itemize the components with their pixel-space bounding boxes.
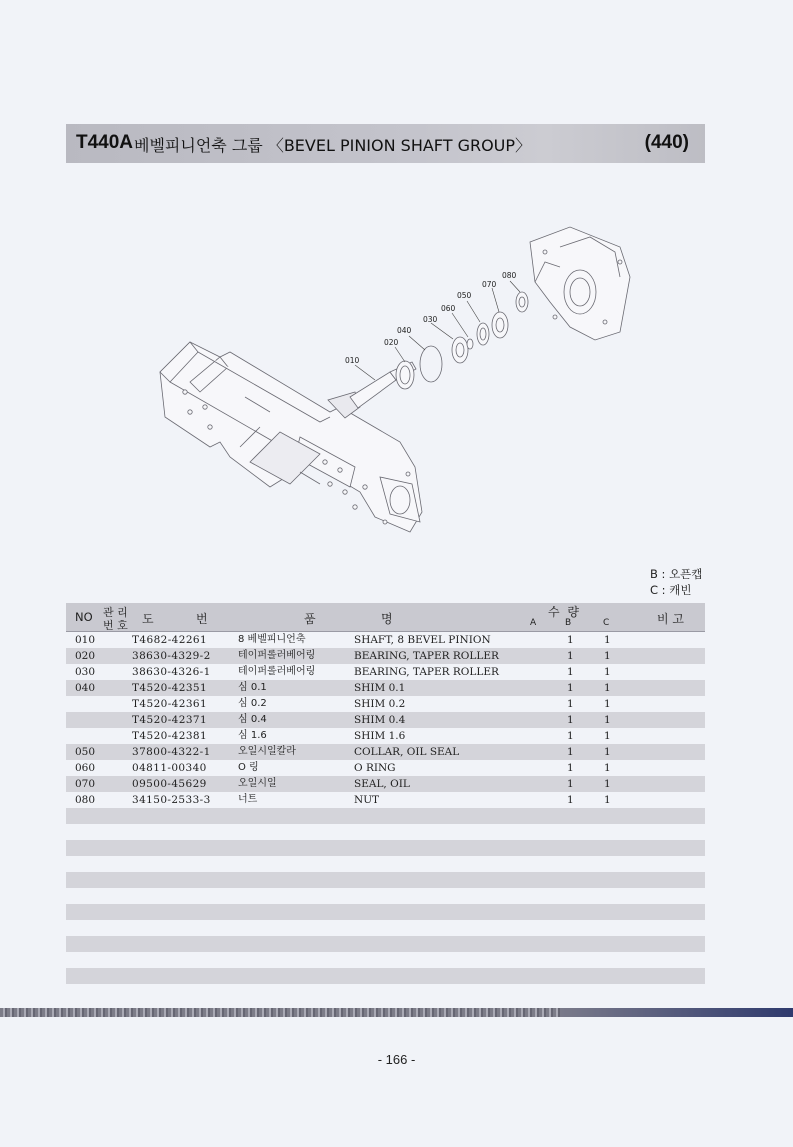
row-name-english: SHIM 0.2 — [354, 698, 406, 710]
row-part-number: T4520-42351 — [132, 682, 208, 694]
row-qty-c: 1 — [604, 634, 611, 646]
header-drawing-1: 도 — [142, 612, 154, 626]
empty-row-band — [66, 904, 705, 920]
row-name-korean: 테이퍼롤러베어링 — [238, 650, 316, 661]
header-col-a: A — [530, 618, 537, 628]
header-name-2: 명 — [381, 612, 393, 626]
row-no: 010 — [75, 634, 96, 646]
row-qty-c: 1 — [604, 762, 611, 774]
header-col-b: B — [565, 618, 572, 628]
row-qty-c: 1 — [604, 714, 611, 726]
row-qty-b: 1 — [567, 714, 574, 726]
legend-b: B : 오픈캡 — [650, 567, 703, 581]
row-qty-b: 1 — [567, 698, 574, 710]
callout-030: 030 — [423, 315, 438, 324]
callout-010: 010 — [345, 356, 360, 365]
header-remarks: 비 고 — [657, 612, 684, 626]
row-name-english: COLLAR, OIL SEAL — [354, 746, 460, 758]
row-part-number: 38630-4329-2 — [132, 650, 211, 662]
callout-020: 020 — [384, 338, 399, 347]
group-number: (440) — [644, 132, 689, 153]
empty-row-band — [66, 808, 705, 824]
row-no: 070 — [75, 778, 96, 790]
row-part-number: 34150-2533-3 — [132, 794, 211, 806]
row-qty-b: 1 — [567, 778, 574, 790]
page-number: - 166 - — [377, 1052, 416, 1067]
row-name-english: O RING — [354, 762, 396, 774]
row-name-english: BEARING, TAPER ROLLER — [354, 650, 499, 662]
row-name-korean: 테이퍼롤러베어링 — [238, 666, 316, 677]
empty-row-band — [66, 872, 705, 888]
row-qty-b: 1 — [567, 730, 574, 742]
row-qty-b: 1 — [567, 682, 574, 694]
row-qty-b: 1 — [567, 746, 574, 758]
legend-c: C : 캐빈 — [650, 583, 692, 597]
row-name-korean: O 링 — [238, 762, 259, 773]
table-row — [66, 712, 705, 728]
callout-040: 040 — [397, 326, 412, 335]
row-qty-b: 1 — [567, 794, 574, 806]
parts-table — [66, 603, 705, 808]
row-name-english: SEAL, OIL — [354, 778, 410, 790]
row-name-korean: 심 0.4 — [238, 714, 267, 725]
row-part-number: T4520-42381 — [132, 730, 208, 742]
row-qty-c: 1 — [604, 666, 611, 678]
row-part-number: T4520-42361 — [132, 698, 208, 710]
row-no: 060 — [75, 762, 96, 774]
row-name-english: BEARING, TAPER ROLLER — [354, 666, 499, 678]
row-name-korean: 너트 — [238, 794, 258, 805]
row-name-english: SHIM 0.1 — [354, 682, 406, 694]
row-no: 050 — [75, 746, 96, 758]
row-part-number: 37800-4322-1 — [132, 746, 211, 758]
row-part-number: 38630-4326-1 — [132, 666, 211, 678]
group-code: T440A — [76, 132, 134, 153]
header-mgmt-top: 관 리 — [103, 606, 128, 619]
empty-row-band — [66, 968, 705, 984]
row-name-korean: 오일시일 — [238, 778, 277, 789]
page-title-bar — [66, 124, 705, 163]
row-no: 020 — [75, 650, 96, 662]
table-row — [66, 728, 705, 744]
table-row — [66, 696, 705, 712]
row-qty-b: 1 — [567, 666, 574, 678]
table-row — [66, 648, 705, 664]
row-name-english: SHAFT, 8 BEVEL PINION — [354, 634, 491, 646]
legend — [650, 566, 702, 598]
table-row — [66, 776, 705, 792]
header-col-c: C — [603, 618, 610, 628]
row-name-korean: 심 1.6 — [238, 730, 267, 741]
row-part-number: T4682-42261 — [132, 634, 208, 646]
header-drawing-2: 번 — [196, 612, 208, 626]
row-name-english: NUT — [354, 794, 380, 806]
row-qty-c: 1 — [604, 650, 611, 662]
exploded-parts-diagram — [150, 222, 640, 542]
row-part-number: T4520-42371 — [132, 714, 208, 726]
callout-080: 080 — [502, 271, 517, 280]
scan-artifact-stripe — [560, 1008, 793, 1017]
callout-050: 050 — [457, 291, 472, 300]
header-qty: 수 량 — [548, 605, 581, 619]
header-mgmt-bottom: 번 호 — [103, 619, 128, 632]
empty-row-band — [66, 936, 705, 952]
table-row — [66, 632, 705, 648]
callout-060: 060 — [441, 304, 456, 313]
header-name-1: 품 — [304, 612, 316, 626]
row-name-korean: 오일시일칼라 — [238, 746, 296, 757]
row-qty-c: 1 — [604, 730, 611, 742]
row-qty-c: 1 — [604, 778, 611, 790]
table-row — [66, 680, 705, 696]
row-name-korean: 8 베벨피니언축 — [238, 634, 306, 645]
row-qty-b: 1 — [567, 762, 574, 774]
table-row — [66, 664, 705, 680]
row-no: 030 — [75, 666, 96, 678]
row-qty-c: 1 — [604, 698, 611, 710]
row-qty-b: 1 — [567, 634, 574, 646]
row-qty-c: 1 — [604, 746, 611, 758]
row-qty-c: 1 — [604, 682, 611, 694]
table-header — [66, 603, 705, 632]
header-no: NO — [75, 610, 93, 624]
row-name-korean: 심 0.2 — [238, 698, 267, 709]
row-part-number: 04811-00340 — [132, 762, 207, 774]
callout-070: 070 — [482, 280, 497, 289]
row-qty-c: 1 — [604, 794, 611, 806]
row-part-number: 09500-45629 — [132, 778, 207, 790]
row-no: 080 — [75, 794, 96, 806]
row-qty-b: 1 — [567, 650, 574, 662]
table-row — [66, 744, 705, 760]
row-no: 040 — [75, 682, 96, 694]
row-name-korean: 심 0.1 — [238, 682, 267, 693]
page-title: 베벨피니언축 그룹 〈BEVEL PINION SHAFT GROUP〉 — [134, 136, 532, 155]
table-row — [66, 760, 705, 776]
empty-row-band — [66, 840, 705, 856]
row-name-english: SHIM 0.4 — [354, 714, 406, 726]
table-row — [66, 792, 705, 808]
row-name-english: SHIM 1.6 — [354, 730, 406, 742]
